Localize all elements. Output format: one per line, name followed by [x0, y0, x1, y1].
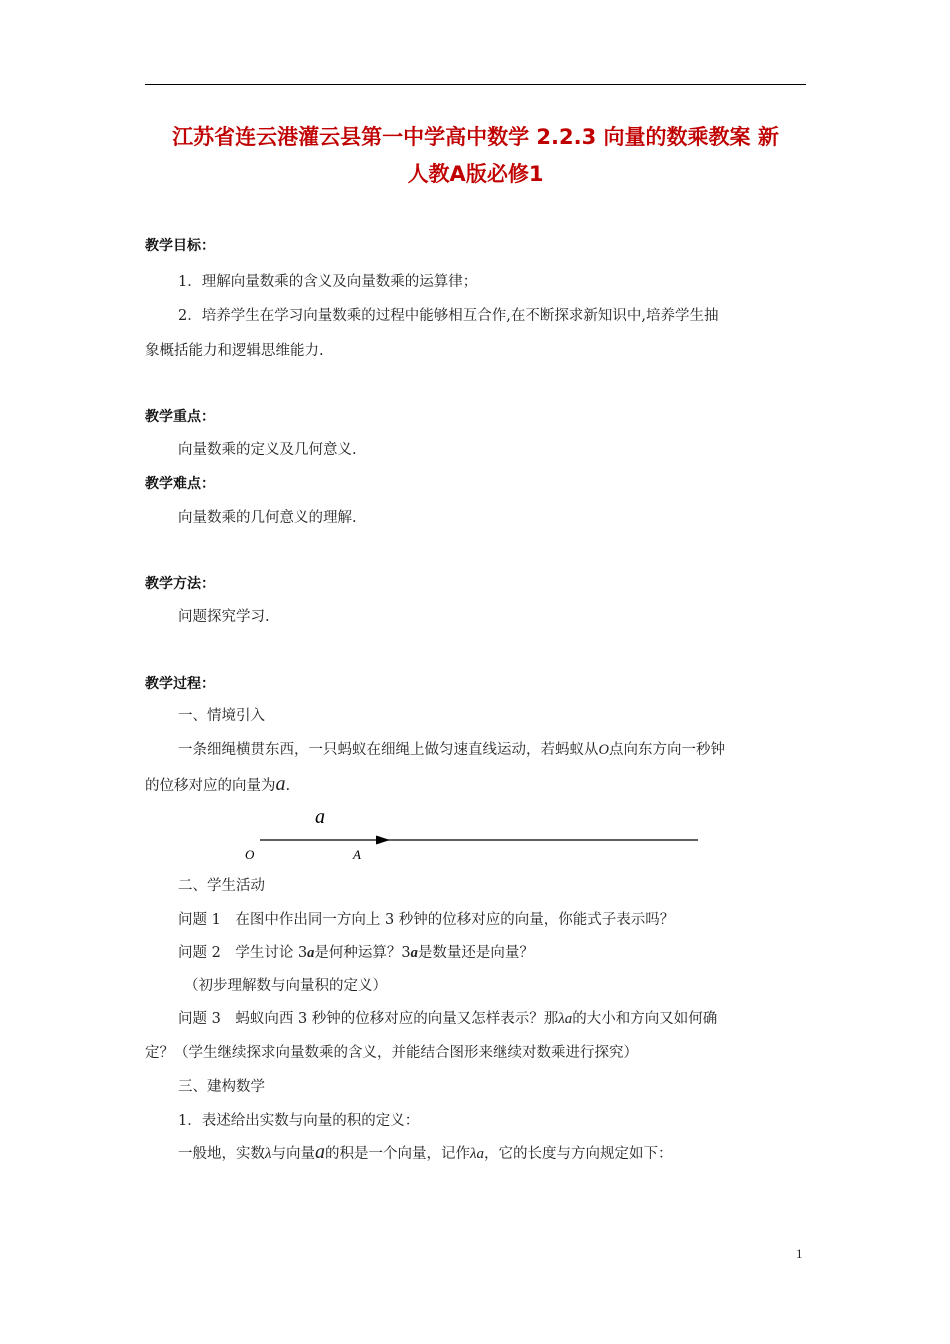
- goal-item-2-line1: 2．培养学生在学习向量数乘的过程中能够相互合作,在不断探求新知识中,培养学生抽: [178, 308, 719, 324]
- vector-a-label: a: [315, 806, 325, 828]
- question-3-line2: 定？（学生继续探求向量数乘的含义，并能结合图形来继续对数乘进行探究）: [145, 1045, 638, 1061]
- definition-heading: 1．表述给出实数与向量的积的定义：: [178, 1113, 420, 1129]
- situation-paragraph-line1: 一条细绳横贯东西，一只蚂蚁在细绳上做匀速直线运动，若蚂蚁从O点向东方向一秒钟: [178, 742, 725, 758]
- point-o-label: O: [245, 847, 255, 862]
- page-number: 1: [796, 1246, 803, 1261]
- method-text: 问题探究学习.: [178, 609, 270, 625]
- document-title-line2: 人教A版必修1: [407, 162, 544, 186]
- goal-item-1: 1．理解向量数乘的含义及向量数乘的运算律；: [178, 274, 478, 290]
- question-3-line1: 问题 3 蚂蚁向西 3 秒钟的位移对应的向量又怎样表示？那λa的大小和方向又如何确: [178, 1011, 718, 1027]
- point-a-label: A: [353, 847, 361, 862]
- difficulty-text: 向量数乘的几何意义的理解.: [178, 510, 357, 526]
- preliminary-note: （初步理解数与向量积的定义）: [184, 978, 387, 994]
- vector-arrowhead: [376, 836, 390, 845]
- key-heading: 教学重点：: [145, 409, 215, 425]
- key-text: 向量数乘的定义及几何意义.: [178, 442, 357, 458]
- section-1-title: 一、情境引入: [178, 708, 265, 724]
- process-heading: 教学过程：: [145, 676, 215, 692]
- section-3-title: 三、建构数学: [178, 1079, 265, 1095]
- method-heading: 教学方法：: [145, 576, 215, 592]
- definition-text: 一般地，实数λ与向量a的积是一个向量，记作λa，它的长度与方向规定如下：: [178, 1141, 673, 1163]
- question-1: 问题 1 在图中作出同一方向上 3 秒钟的位移对应的向量，你能式子表示吗？: [178, 912, 675, 928]
- difficulty-heading: 教学难点：: [145, 476, 215, 492]
- vector-diagram: [240, 800, 710, 866]
- goal-item-2-line2: 象概括能力和逻辑思维能力.: [145, 343, 324, 359]
- situation-paragraph-line2: 的位移对应的向量为a.: [145, 773, 291, 795]
- section-2-title: 二、学生活动: [178, 878, 265, 894]
- question-2: 问题 2 学生讨论 3a是何种运算？3a是数量还是向量？: [178, 945, 534, 961]
- goals-heading: 教学目标：: [145, 238, 215, 254]
- document-title-line1: 江苏省连云港灌云县第一中学高中数学 2.2.3 向量的数乘教案 新: [172, 125, 779, 149]
- header-rule: [145, 84, 806, 85]
